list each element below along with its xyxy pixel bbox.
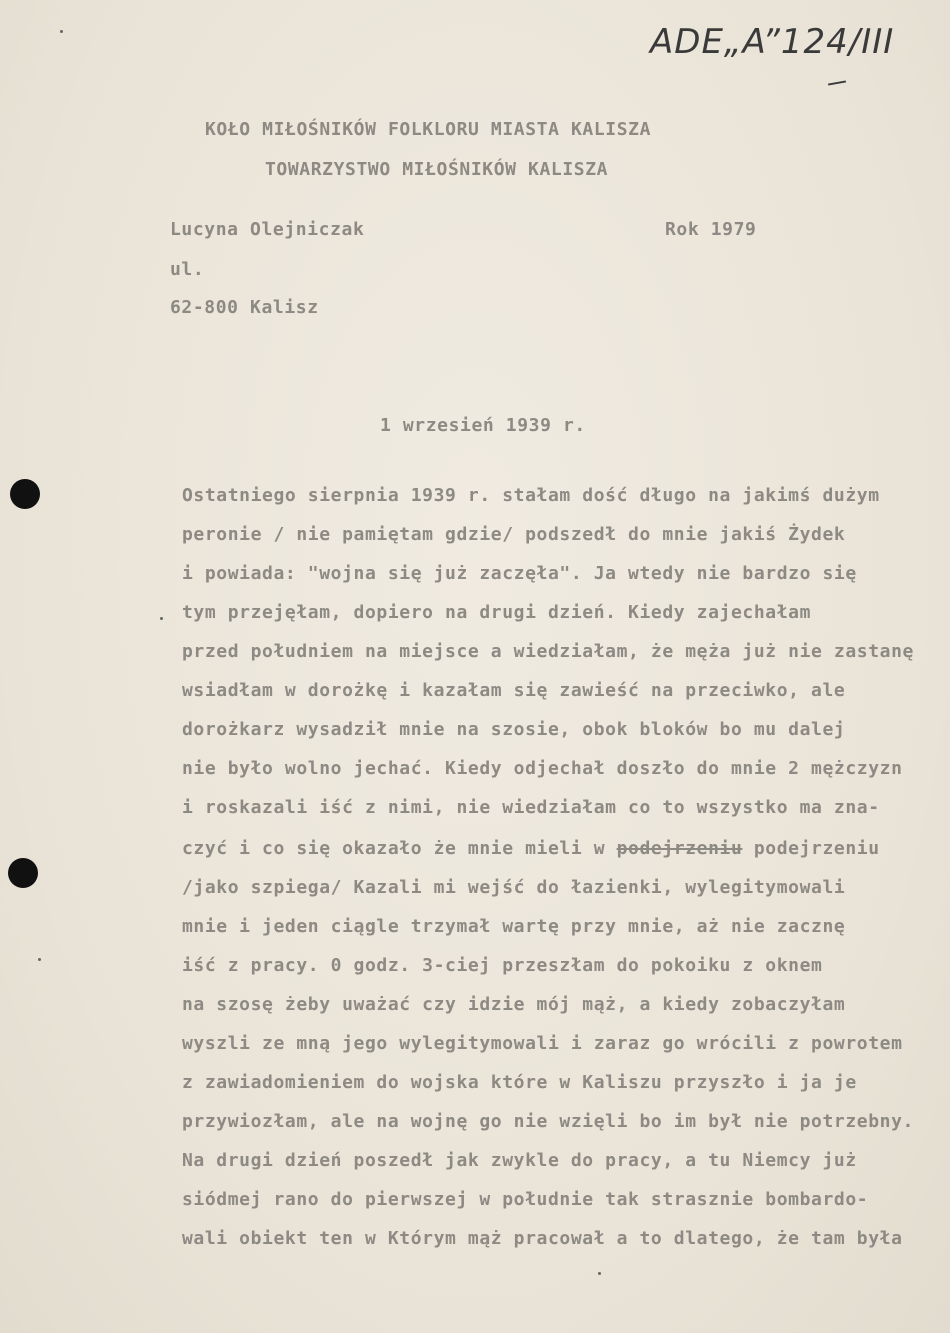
paper-speck [160, 617, 163, 620]
body-line: przed południem na miejsce a wiedziałam, że męża już nie zastanę [182, 641, 914, 662]
body-line: wyszli ze mną jego wylegitymowali i zaraz go wrócili z powrotem [182, 1033, 903, 1054]
paper-speck [60, 30, 63, 33]
body-line: przywiozłam, ale na wojnę go nie wzięli bo im był nie potrzebny. [182, 1111, 914, 1132]
author-street: ul. [170, 259, 205, 280]
author-name: Lucyna Olejniczak [170, 219, 365, 240]
body-line: wsiadłam w dorożkę i kazałam się zawieść na przeciwko, ale [182, 680, 846, 701]
document-year: Rok 1979 [665, 219, 757, 240]
body-line [182, 838, 880, 859]
document-title: 1 wrzesień 1939 r. [380, 415, 586, 436]
body-line: /jako szpiega/ Kazali mi wejść do łazienki, wylegitymowali [182, 877, 846, 898]
body-line: dorożkarz wysadził mnie na szosie, obok bloków bo mu dalej [182, 719, 846, 740]
body-line: siódmej rano do pierwszej w południe tak strasznie bombardo- [182, 1189, 869, 1210]
body-line-text: czyć i co się okazało że mnie mieli w [182, 838, 606, 859]
body-line: i powiada: "wojna się już zaczęła". Ja wtedy nie bardzo się [182, 563, 857, 584]
body-line: peronie / nie pamiętam gdzie/ podszedł do mnie jakiś Żydek [182, 524, 846, 545]
paper-speck [38, 958, 41, 961]
body-line: Na drugi dzień poszedł jak zwykle do pracy, a tu Niemcy już [182, 1150, 857, 1171]
body-line: nie było wolno jechać. Kiedy odjechał doszło do mnie 2 mężczyzn [182, 758, 903, 779]
org-line-2: TOWARZYSTWO MIŁOŚNIKÓW KALISZA [265, 159, 609, 180]
body-line: i roskazali iść z nimi, nie wiedziałam co to wszystko ma zna- [182, 797, 880, 818]
signature-underline [828, 80, 846, 85]
archive-signature: ADE„A”124/III [650, 22, 895, 62]
body-line: wali obiekt ten w Którym mąż pracował a to dlatego, że tam była [182, 1228, 903, 1249]
body-line: tym przejęłam, dopiero na drugi dzień. Kiedy zajechałam [182, 602, 812, 623]
body-line: iść z pracy. 0 godz. 3-ciej przeszłam do pokoiku z oknem [182, 955, 823, 976]
body-line: mnie i jeden ciągle trzymał wartę przy mnie, aż nie zacznę [182, 916, 846, 937]
body-line: na szosę żeby uważać czy idzie mój mąż, a kiedy zobaczyłam [182, 994, 846, 1015]
body-line: Ostatniego sierpnia 1939 r. stałam dość długo na jakimś dużym [182, 485, 880, 506]
author-city: 62-800 Kalisz [170, 297, 319, 318]
body-line-tail: podejrzeniu [742, 838, 880, 859]
struck-word: podejrzeniu [616, 838, 743, 859]
body-line: z zawiadomieniem do wojska które w Kaliszu przyszło i ja je [182, 1072, 857, 1093]
paper-speck [598, 1272, 601, 1275]
punch-hole-top [10, 479, 40, 509]
org-line-1: KOŁO MIŁOŚNIKÓW FOLKLORU MIASTA KALISZA [205, 119, 652, 140]
punch-hole-bottom [8, 858, 38, 888]
